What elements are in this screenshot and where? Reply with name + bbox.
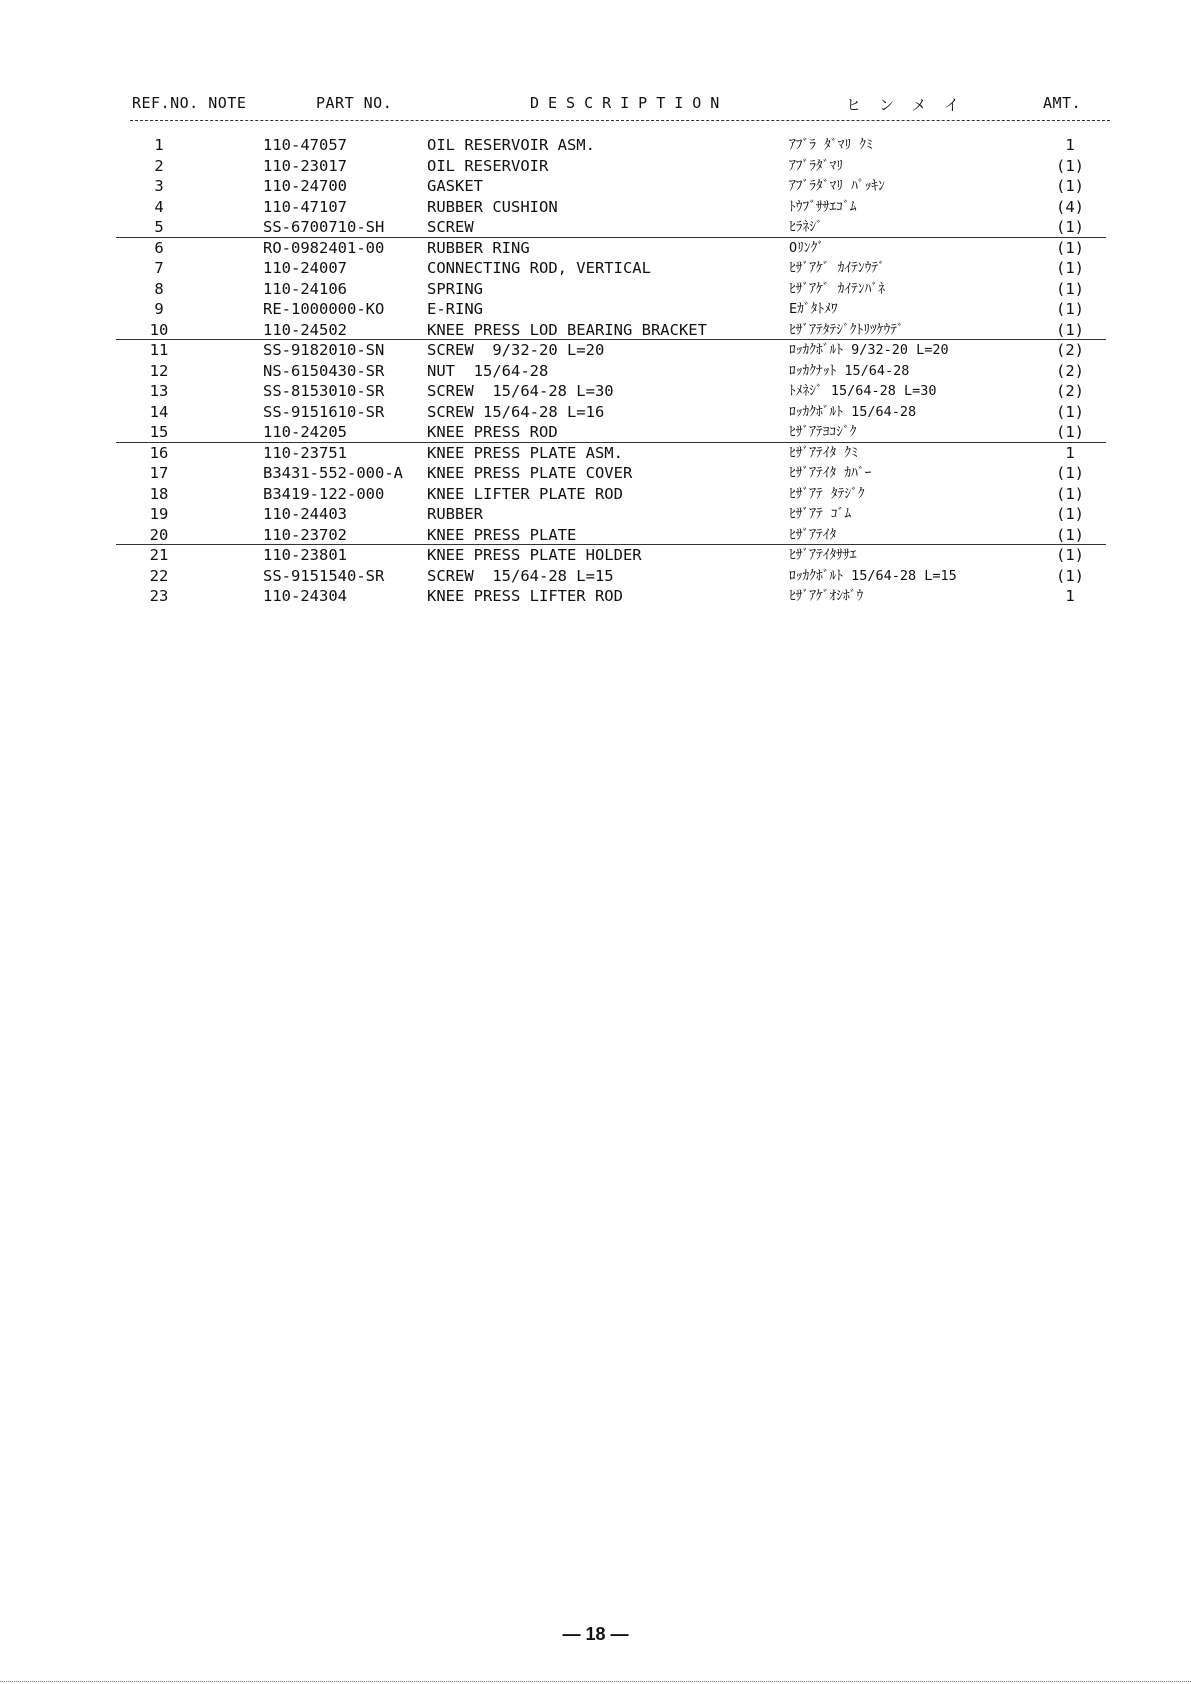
description-cell: SPRING [427,279,483,298]
kana-name-cell: ﾋｻﾞｱﾃﾀﾃｼﾞｸﾄﾘﾂｹｳﾃﾞ [789,321,904,338]
kana-name-cell: ﾋｻﾞｱﾃ ｺﾞﾑ [789,506,852,522]
description-cell: KNEE PRESS PLATE [427,525,577,544]
kana-name-cell: ﾄｳﾌﾞｻｻｴｺﾞﾑ [789,198,857,215]
description-cell: E-RING [427,300,483,318]
description-cell: SCREW [427,218,474,236]
description-cell: OIL RESERVOIR [427,156,549,175]
ref-no-cell: 2 [154,156,164,175]
kana-name-cell: ﾋｻﾞｱﾃ ﾀﾃｼﾞｸ [789,485,865,502]
amount-cell: (1) [1056,484,1084,503]
part-no-cell: 110-24502 [263,320,347,339]
description-cell: KNEE PRESS PLATE COVER [427,464,633,482]
kana-name-cell: ｱﾌﾞﾗﾀﾞﾏﾘ ﾊﾟｯｷﾝ [789,178,885,194]
description-cell: RUBBER CUSHION [427,197,558,216]
table-row [0,484,1191,505]
kana-name-cell: ﾋｻﾞｱﾃｲﾀ [789,526,837,543]
amount-cell: (1) [1056,238,1084,257]
kana-name-cell: ﾛｯｶｸﾎﾞﾙﾄ 9/32-20 L=20 [789,342,949,358]
ref-no-cell: 21 [149,546,169,564]
amount-cell: (1) [1056,505,1084,523]
description-cell: KNEE PRESS PLATE HOLDER [427,546,642,564]
amount-cell: (1) [1056,279,1084,298]
description-cell: SCREW 15/64-28 L=15 [427,566,614,585]
ref-no-cell: 19 [149,505,169,523]
table-row [0,340,1191,361]
part-no-cell: RO-0982401-00 [263,238,385,257]
part-no-cell: B3419-122-000 [263,484,385,503]
kana-name-cell: ｱﾌﾞﾗﾀﾞﾏﾘ [789,157,843,174]
table-row [0,566,1191,587]
part-no-cell: B3431-552-000-A [263,464,403,482]
part-no-cell: 110-23751 [263,443,347,462]
amount-cell: 1 [1065,443,1075,462]
table-row [0,422,1191,443]
part-no-cell: 110-24304 [263,587,347,605]
table-row [0,545,1191,566]
amount-cell: (1) [1056,259,1084,277]
description-cell: GASKET [427,177,483,195]
amount-cell: (2) [1056,361,1084,380]
part-no-cell: 110-47107 [263,197,347,216]
ref-no-cell: 8 [154,279,164,298]
part-no-cell: 110-24106 [263,279,347,298]
amount-cell: 1 [1065,136,1075,154]
header-kana: ヒンメイ [846,96,978,114]
amount-cell: (1) [1056,423,1084,441]
table-row [0,402,1191,423]
table-row [0,586,1191,607]
header-amt: AMT. [1043,94,1082,112]
ref-no-cell: 12 [149,361,169,380]
part-no-cell: 110-24205 [263,423,347,441]
table-row [0,504,1191,525]
ref-no-cell: 18 [149,484,169,503]
bottom-border [0,1681,1191,1682]
amount-cell: (1) [1056,218,1084,236]
kana-name-cell: Oﾘﾝｸﾞ [789,239,825,256]
ref-no-cell: 20 [149,525,169,544]
description-cell: SCREW 9/32-20 L=20 [427,341,605,359]
ref-no-cell: 22 [149,566,169,585]
amount-cell: (2) [1056,341,1084,359]
amount-cell: (1) [1056,464,1084,482]
table-row [0,217,1191,238]
part-no-cell: 110-24007 [263,259,347,277]
table-row [0,299,1191,320]
kana-name-cell: ﾋｻﾞｱﾃﾖｺｼﾞｸ [789,424,857,440]
kana-name-cell: ﾋｻﾞｱｹﾞ ｶｲﾃﾝﾊﾞﾈ [789,280,885,297]
description-cell: RUBBER RING [427,238,530,257]
part-no-cell: SS-9151540-SR [263,566,385,585]
amount-cell: (1) [1056,546,1084,564]
part-no-cell: 110-24700 [263,177,347,195]
description-cell: RUBBER [427,505,483,523]
amount-cell: (1) [1056,300,1084,318]
description-cell: OIL RESERVOIR ASM. [427,136,595,154]
description-cell: KNEE PRESS LOD BEARING BRACKET [427,320,707,339]
description-cell: SCREW 15/64-28 L=30 [427,382,614,400]
ref-no-cell: 10 [149,320,169,339]
part-no-cell: 110-23017 [263,156,347,175]
kana-name-cell: ﾋﾗﾈｼﾞ [789,219,823,235]
part-no-cell: SS-9182010-SN [263,341,385,359]
amount-cell: 1 [1065,587,1075,605]
ref-no-cell: 17 [149,464,169,482]
kana-name-cell: ﾋｻﾞｱﾃｲﾀ ｸﾐ [789,444,858,461]
page-number: — 18 — [562,1624,629,1644]
header-description: DESCRIPTION [530,94,729,112]
ref-no-cell: 16 [149,443,169,462]
description-cell: KNEE PRESS LIFTER ROD [427,587,623,605]
amount-cell: (1) [1056,177,1084,195]
amount-cell: (1) [1056,402,1084,421]
header-ref-note: REF.NO. NOTE [132,94,247,112]
kana-name-cell: ﾋｻﾞｱｹﾞｵｼﾎﾞｳ [789,588,864,604]
part-no-cell: 110-23801 [263,546,347,564]
table-row [0,238,1191,259]
part-no-cell: RE-1000000-KO [263,300,385,318]
header-divider [130,120,1110,121]
table-row [0,361,1191,382]
part-no-cell: 110-24403 [263,505,347,523]
table-row [0,258,1191,279]
amount-cell: (4) [1056,197,1084,216]
table-row [0,443,1191,464]
header-part-no: PART NO. [316,94,393,112]
table-row [0,135,1191,156]
table-row [0,320,1191,341]
description-cell: KNEE PRESS PLATE ASM. [427,443,623,462]
description-cell: KNEE PRESS ROD [427,423,558,441]
ref-no-cell: 11 [149,341,169,359]
ref-no-cell: 7 [154,259,164,277]
description-cell: KNEE LIFTER PLATE ROD [427,484,623,503]
part-no-cell: 110-47057 [263,136,347,154]
part-no-cell: 110-23702 [263,525,347,544]
ref-no-cell: 23 [149,587,169,605]
amount-cell: (2) [1056,382,1084,400]
table-row [0,156,1191,177]
ref-no-cell: 3 [154,177,164,195]
amount-cell: (1) [1056,525,1084,544]
ref-no-cell: 13 [149,382,169,400]
kana-name-cell: ﾋｻﾞｱﾃｲﾀ ｶﾊﾞｰ [789,465,872,481]
ref-no-cell: 4 [154,197,164,216]
amount-cell: (1) [1056,566,1084,585]
ref-no-cell: 14 [149,402,169,421]
table-row [0,525,1191,546]
ref-no-cell: 1 [154,136,164,154]
table-row [0,279,1191,300]
description-cell: SCREW 15/64-28 L=16 [427,402,605,421]
kana-name-cell: ﾛｯｶｸﾎﾞﾙﾄ 15/64-28 [789,403,917,420]
table-row [0,176,1191,197]
description-cell: CONNECTING ROD, VERTICAL [427,259,651,277]
description-cell: NUT 15/64-28 [427,361,549,380]
table-row [0,197,1191,218]
ref-no-cell: 6 [154,238,164,257]
kana-name-cell: ｱﾌﾞﾗ ﾀﾞﾏﾘ ｸﾐ [789,137,873,153]
kana-name-cell: ﾛｯｶｸﾎﾞﾙﾄ 15/64-28 L=15 [789,567,957,584]
kana-name-cell: ﾋｻﾞｱｹﾞ ｶｲﾃﾝｳﾃﾞ [789,260,885,276]
part-no-cell: NS-6150430-SR [263,361,385,380]
amount-cell: (1) [1056,156,1084,175]
table-row [0,463,1191,484]
parts-table [0,135,1191,607]
kana-name-cell: ﾋｻﾞｱﾃｲﾀｻｻｴ [789,547,857,563]
ref-no-cell: 5 [154,218,164,236]
kana-name-cell: ﾛｯｶｸﾅｯﾄ 15/64-28 [789,362,910,379]
part-no-cell: SS-8153010-SR [263,382,385,400]
part-no-cell: SS-9151610-SR [263,402,385,421]
table-row [0,381,1191,402]
amount-cell: (1) [1056,320,1084,339]
kana-name-cell: ﾄﾒﾈｼﾞ 15/64-28 L=30 [789,383,937,399]
ref-no-cell: 15 [149,423,169,441]
part-no-cell: SS-6700710-SH [263,218,385,236]
kana-name-cell: Eｶﾞﾀﾄﾒﾜ [789,301,838,317]
ref-no-cell: 9 [154,300,164,318]
